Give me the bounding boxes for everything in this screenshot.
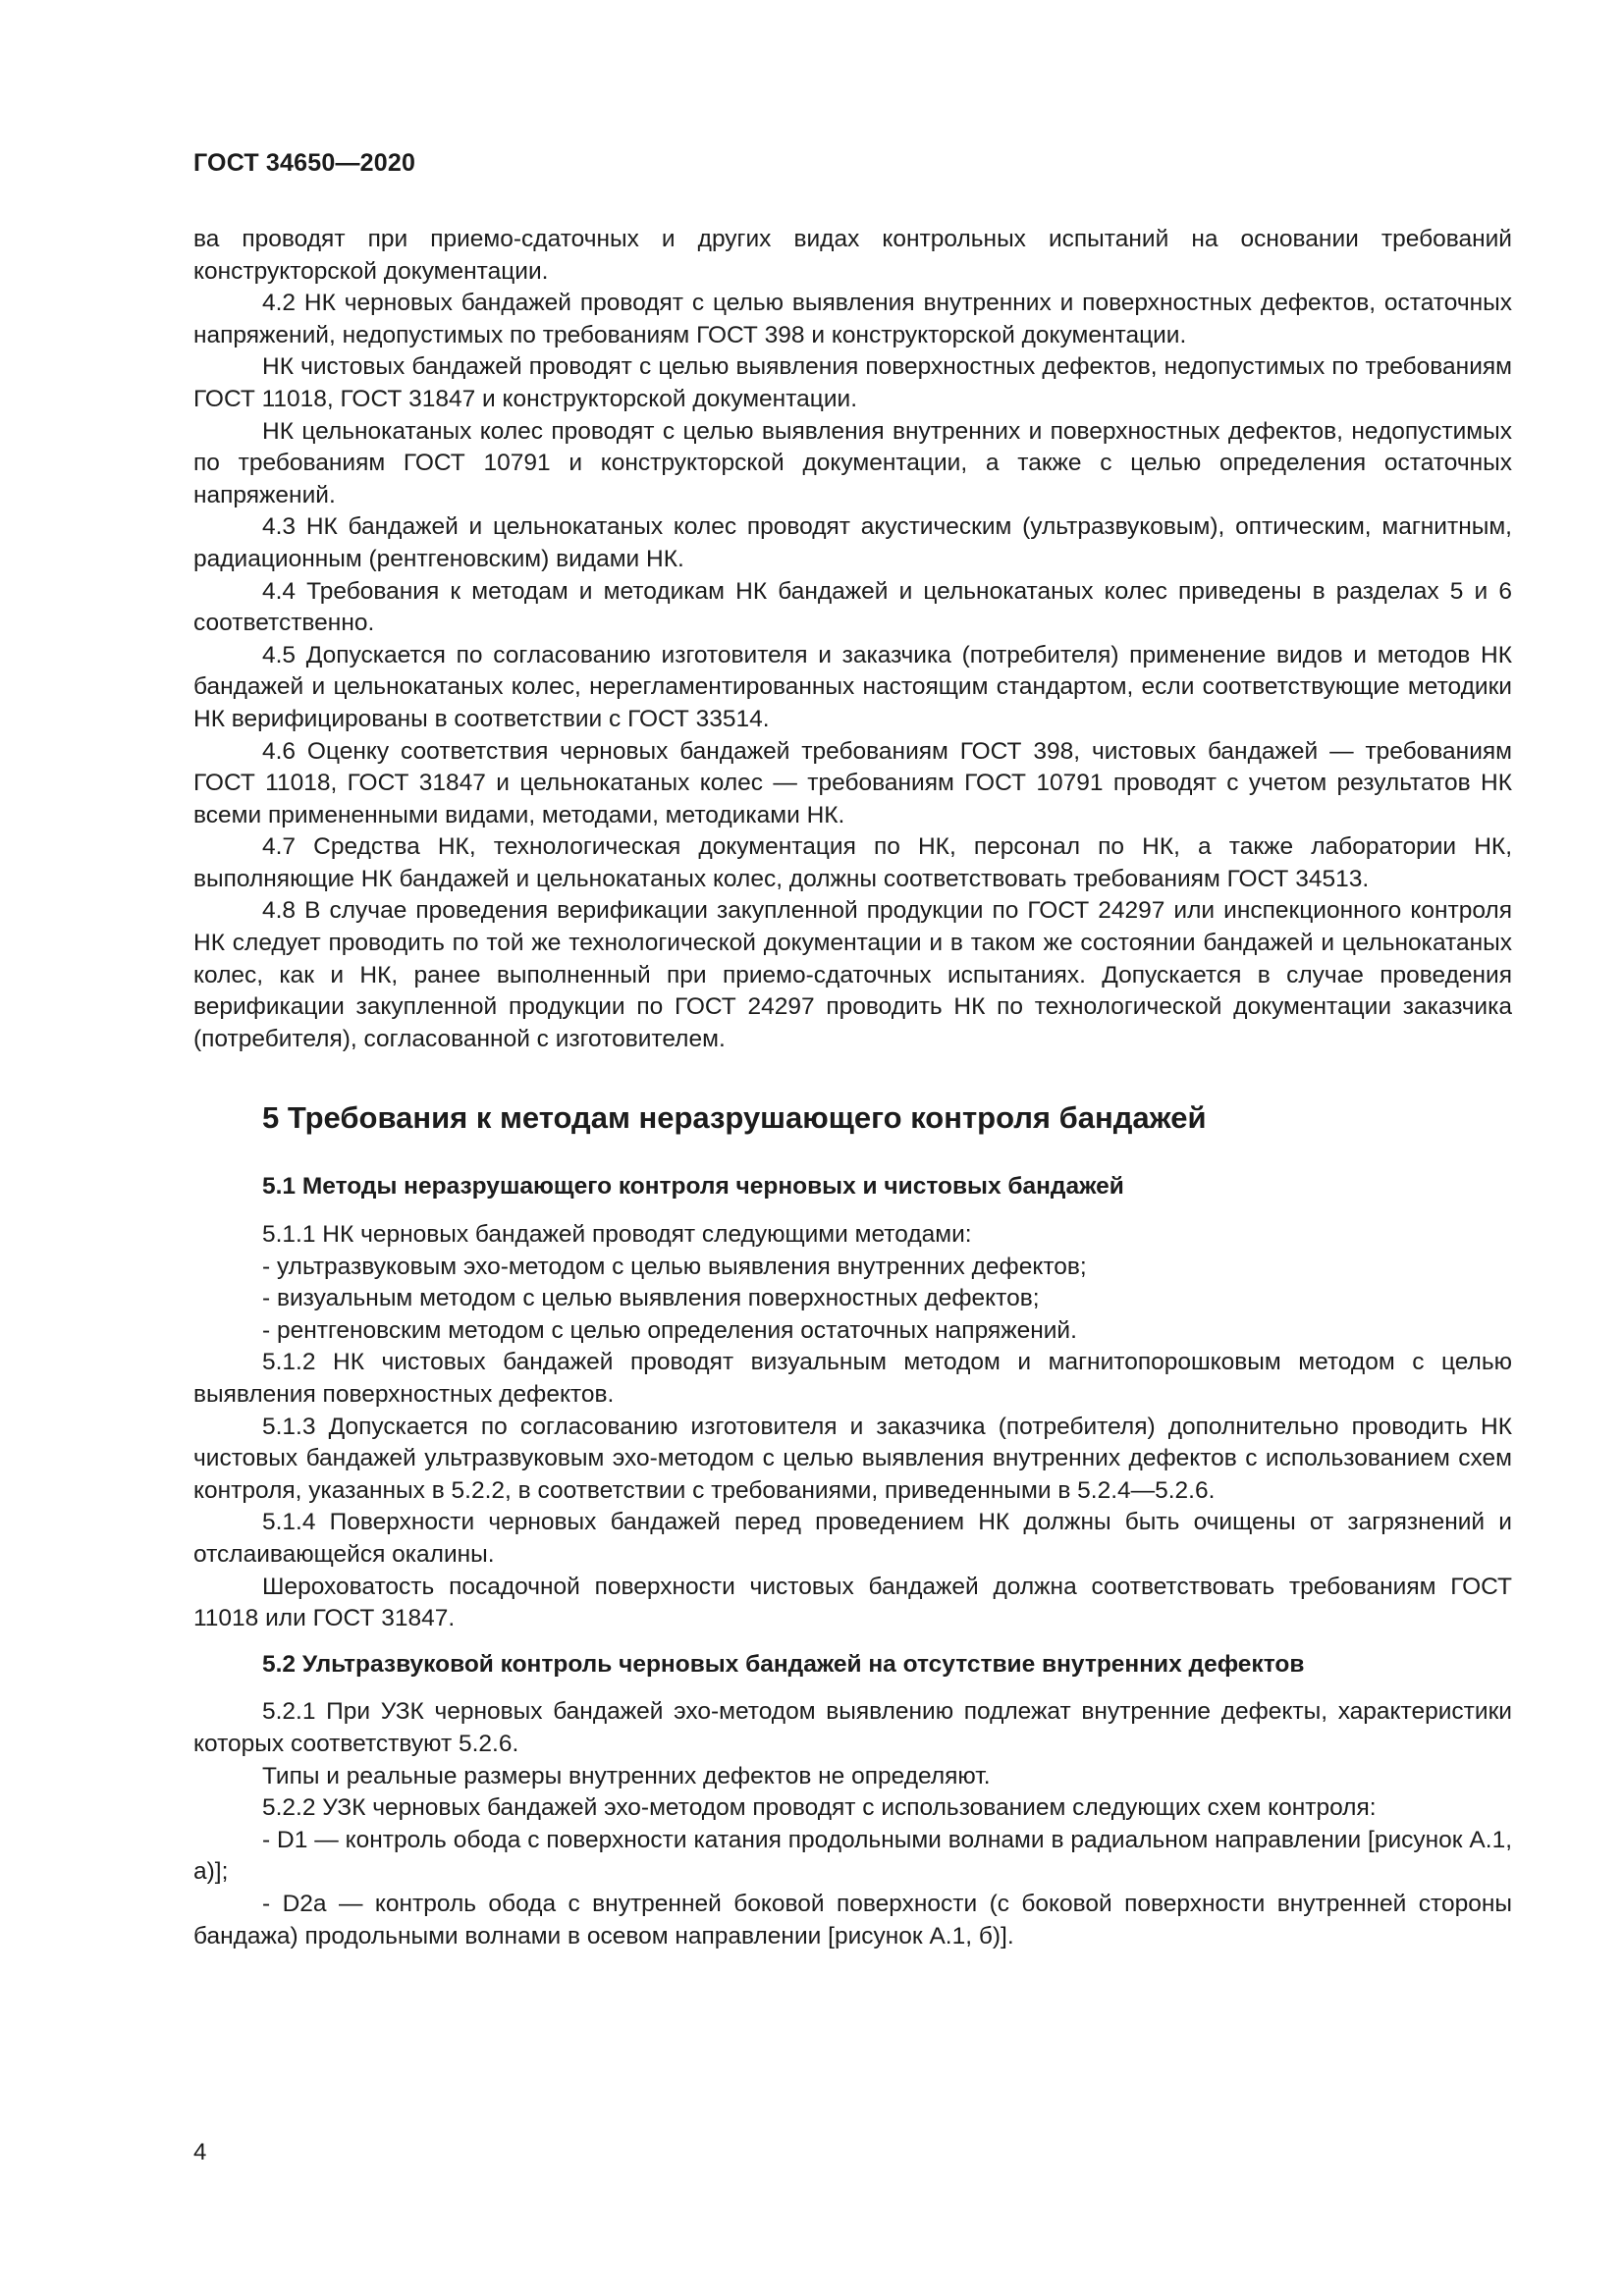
paragraph: Типы и реальные размеры внутренних дефектов не определяют.: [262, 1762, 991, 1789]
paragraph: 5.1.4 Поверхности черновых бандажей перед проведением НК должны быть очищены от загрязнений и отслаивающейся окалины.: [193, 1509, 1512, 1568]
paragraph: 4.5 Допускается по согласованию изготовителя и заказчика (потребителя) применение видов и методов НК бандажей и цельнокатаных колес, нерегламентированных настоящим стандартом, если соответствующие методики НК верифицированы в соответствии с ГОСТ 33514.: [193, 641, 1512, 732]
subsection-heading: 5.2 Ультразвуковой контроль черновых бандажей на отсутствие внутренних дефектов: [262, 1650, 1305, 1678]
paragraph: 4.4 Требования к методам и методикам НК бандажей и цельнокатаных колес приведены в разделах 5 и 6 соответственно.: [193, 577, 1512, 637]
section-heading: 5 Требования к методам неразрушающего контроля бандажей: [262, 1100, 1207, 1136]
paragraph: НК чистовых бандажей проводят с целью выявления поверхностных дефектов, недопустимых по требованиям ГОСТ 11018, ГОСТ 31847 и конструкторской документации.: [193, 353, 1512, 412]
list-item: - визуальным методом с целью выявления поверхностных дефектов;: [262, 1285, 1040, 1312]
paragraph: 5.1.2 НК чистовых бандажей проводят визуальным методом и магнитопорошковым методом с целью выявления поверхностных дефектов.: [193, 1349, 1512, 1408]
paragraph: 4.6 Оценку соответствия черновых бандажей требованиям ГОСТ 398, чистовых бандажей — требованиям ГОСТ 11018, ГОСТ 31847 и цельнокатаных колес — требованиям ГОСТ 10791 проводят с учетом результатов НК всеми примененными видами, методами, методиками НК.: [193, 737, 1512, 828]
paragraph: 5.1.3 Допускается по согласованию изготовителя и заказчика (потребителя) дополнительно проводить НК чистовых бандажей ультразвуковым эхо-методом с целью выявления внутренних дефектов с использованием схем контроля, указанных в 5.2.2, в соответствии с требованиями, приведенными в 5.2.4—5.2.6.: [193, 1413, 1512, 1504]
paragraph: 5.2.1 При УЗК черновых бандажей эхо-методом выявлению подлежат внутренние дефекты, характеристики которых соответствуют 5.2.6.: [193, 1698, 1512, 1757]
paragraph: НК цельнокатаных колес проводят с целью выявления внутренних и поверхностных дефектов, недопустимых по требованиям ГОСТ 10791 и конструкторской документации, а также с целью определения остаточных напряжений.: [193, 417, 1512, 508]
paragraph: 4.8 В случае проведения верификации закупленной продукции по ГОСТ 24297 или инспекционного контроля НК следует проводить по той же технологической документации и в таком же состоянии бандажей и цельнокатаных колес, как и НК, ранее выполненный при приемо-сдаточных испытаниях. Допускается в случае проведения верификации закупленной продукции по ГОСТ 24297 проводить НК по технологической документации заказчика (потребителя), согласованной с изготовителем.: [193, 897, 1512, 1052]
list-item: - рентгеновским методом с целью определения остаточных напряжений.: [262, 1316, 1077, 1344]
list-item: - D1 — контроль обода с поверхности катания продольными волнами в радиальном направлении [рисунок А.1, а)];: [193, 1826, 1512, 1886]
standard-header: ГОСТ 34650—2020: [193, 149, 416, 177]
page-number: 4: [193, 2139, 207, 2165]
paragraph: ва проводят при приемо-сдаточных и других видах контрольных испытаний на основании требований конструкторской документации.: [193, 226, 1512, 285]
list-item: - ультразвуковым эхо-методом с целью выявления внутренних дефектов;: [262, 1253, 1087, 1280]
paragraph: 4.7 Средства НК, технологическая документация по НК, персонал по НК, а также лаборатории НК, выполняющие НК бандажей и цельнокатаных колес, должны соответствовать требованиям ГОСТ 34513.: [193, 833, 1512, 892]
list-item: - D2a — контроль обода с внутренней боковой поверхности (с боковой поверхности внутренней стороны бандажа) продольными волнами в осевом направлении [рисунок А.1, б)].: [193, 1890, 1512, 1949]
document-body: [193, 224, 1512, 1952]
paragraph: 4.3 НК бандажей и цельнокатаных колес проводят акустическим (ультразвуковым), оптическим, магнитным, радиационным (рентгеновским) видами НК.: [193, 513, 1512, 572]
paragraph: Шероховатость посадочной поверхности чистовых бандажей должна соответствовать требованиям ГОСТ 11018 или ГОСТ 31847.: [193, 1573, 1512, 1632]
paragraph: 4.2 НК черновых бандажей проводят с целью выявления внутренних и поверхностных дефектов, остаточных напряжений, недопустимых по требованиям ГОСТ 398 и конструкторской документации.: [193, 290, 1512, 348]
subsection-heading: 5.1 Методы неразрушающего контроля черновых и чистовых бандажей: [262, 1173, 1124, 1201]
paragraph: 5.1.1 НК черновых бандажей проводят следующими методами:: [262, 1221, 972, 1249]
paragraph: 5.2.2 УЗК черновых бандажей эхо-методом проводят с использованием следующих схем контроля:: [262, 1794, 1377, 1822]
